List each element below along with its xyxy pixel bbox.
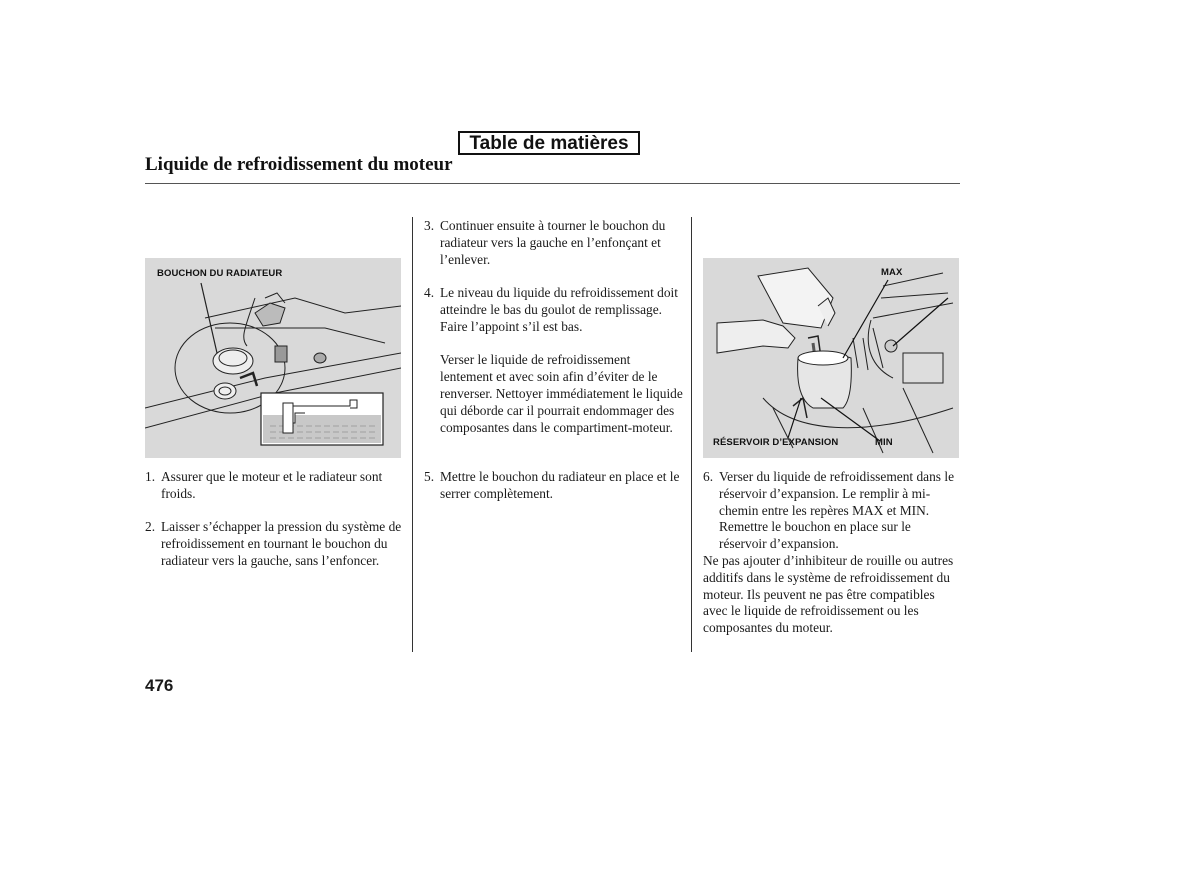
step-4-number: 4. [424,285,435,301]
step-4-text: Le niveau du liquide du refroidissement doit atteindre le bas du goulot de remplissage. Faire l’appoint s’il est bas. [440,285,678,334]
reservoir-illustration [703,258,959,458]
page-number: 476 [145,676,174,695]
step-5 [424,469,686,503]
step-3-text: Continuer ensuite à tourner le bouchon du radiateur vers la gauche en l’enfonçant et l’enlever. [440,218,666,267]
additive-warning-note: Ne pas ajouter d’inhibiteur de rouille ou autres additifs dans le système de refroidissement du moteur. Ils peuvent ne pas être compatibles avec le liquide de refroidissement ou les composantes du moteur. [703,552,954,636]
left-column [145,469,405,570]
step-1-number: 1. [145,469,156,484]
radiator-cap-label: BOUCHON DU RADIATEUR [157,268,283,279]
step-3 [424,218,684,268]
step-1 [145,469,405,503]
radiator-cap-illustration [145,258,401,458]
header-rule [145,183,960,184]
right-column [703,469,959,637]
radiator-cap-figure [145,258,401,458]
reservoir-figure [703,258,959,458]
reservoir-max-label: MAX [881,267,903,278]
step-2-text: Laisser s’échapper la pression du système de refroidissement en tournant le bouchon du radiateur vers la gauche, sans l’enfoncer. [161,519,402,568]
section-title: Liquide de refroidissement du moteur [145,154,453,175]
step-6-number: 6. [703,469,714,484]
step-5-number: 5. [424,469,435,484]
middle-column-lower [424,469,686,503]
step-2 [145,519,405,569]
middle-column [424,218,684,436]
step-6 [703,469,959,553]
column-divider-1 [412,217,413,652]
step-6-text: Verser du liquide de refroidissement dans le réservoir d’expansion. Le remplir à mi-chemin entre les repères MAX et MIN. Remettre le bouchon en place sur le réservoir d’expansion. [719,469,955,552]
table-of-contents-button[interactable]: Table de matières [458,131,640,155]
reservoir-name-label: RÉSERVOIR D’EXPANSION [713,437,839,448]
step-4 [424,285,684,436]
column-divider-2 [691,217,692,652]
step-5-text: Mettre le bouchon du radiateur en place et le serrer complètement. [440,469,680,501]
step-2-number: 2. [145,519,156,535]
step-4-note: Verser le liquide de refroidissement lentement et avec soin afin d’éviter de le renverser. Nettoyer immédiatement le liquide qui déborde car il pourrait endommager des composantes dans le compartiment-moteur. [440,352,683,435]
step-1-text: Assurer que le moteur et le radiateur sont froids. [161,469,383,501]
reservoir-min-label: MIN [875,437,893,448]
step-3-number: 3. [424,218,435,233]
